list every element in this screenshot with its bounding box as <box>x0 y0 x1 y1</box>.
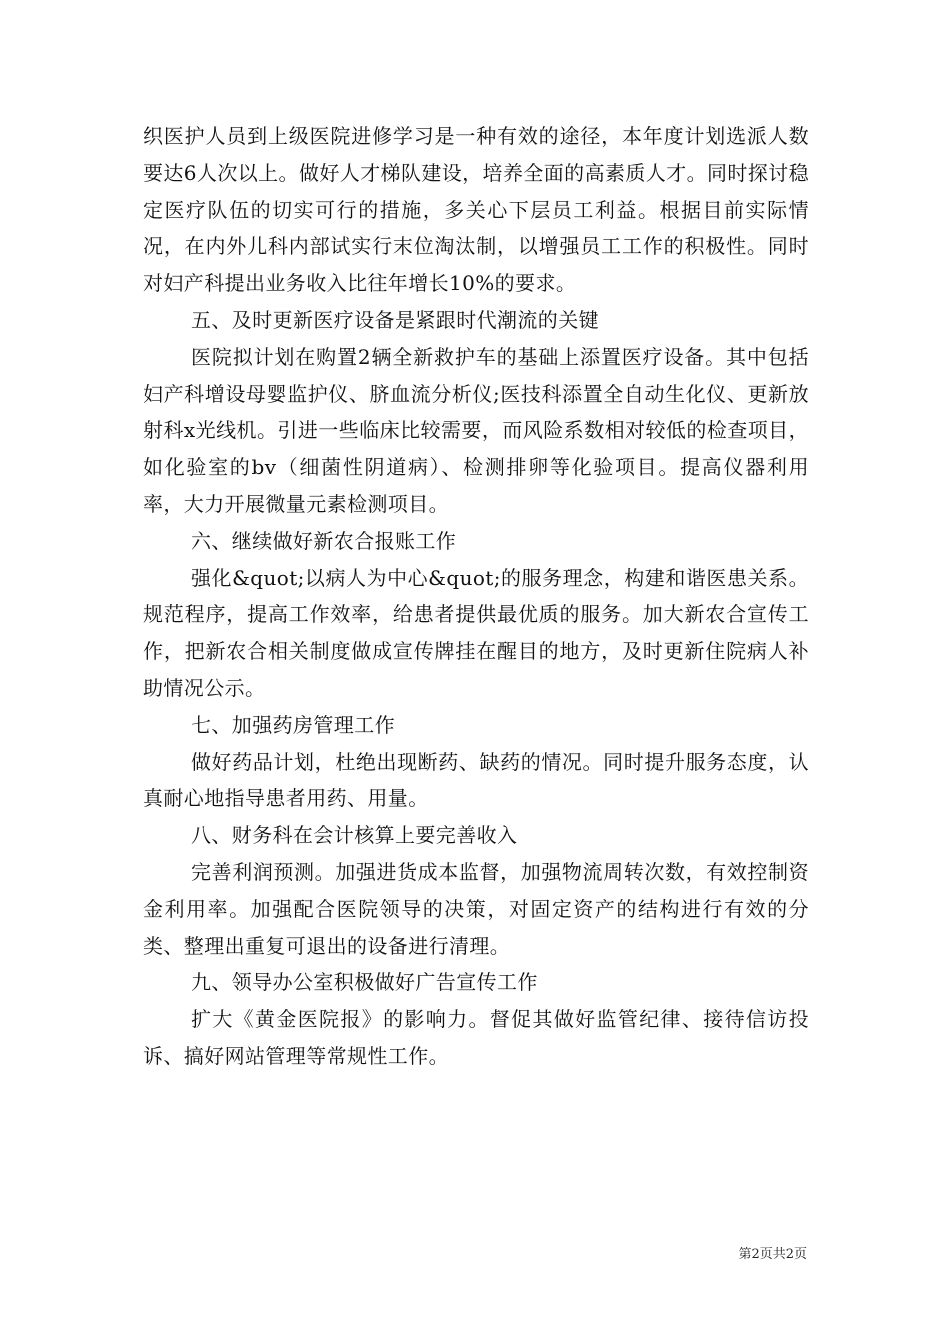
heading-finance: 八、财务科在会计核算上要完善收入 <box>191 823 518 848</box>
paragraph-talent-training: 织医护人员到上级医院进修学习是一种有效的途径，本年度计划选派人数要达6人次以上。做好人才梯队建设，培养全面的高素质人才。同时探讨稳定医疗队伍的切实可行的措施，多关心下层员工利益。根据目前实际情况，在内外儿科内部试实行末位淘汰制，以增强员工工作的积极性。同时对妇产科提出业务收入比往年增长10%的要求。 <box>143 124 809 296</box>
paragraph-finance: 完善利润预测。加强进货成本监督，加强物流周转次数，有效控制资金利用率。加强配合医院领导的决策，对固定资产的结构进行有效的分类、整理出重复可退出的设备进行清理。 <box>143 859 809 958</box>
paragraph-rural-cooperative: 强化&quot;以病人为中心&quot;的服务理念，构建和谐医患关系。规范程序，提高工作效率，给患者提供最优质的服务。加大新农合宣传工作，把新农合相关制度做成宣传牌挂在醒目的地方，及时更新住院病人补助情况公示。 <box>143 565 809 700</box>
paragraph-medical-equipment: 医院拟计划在购置2辆全新救护车的基础上添置医疗设备。其中包括妇产科增设母婴监护仪、脐血流分析仪;医技科添置全自动生化仪、更新放射科x光线机。引进一些临床比较需要，而风险系数相对较低的检查项目，如化验室的bv（细菌性阴道病）、检测排卵等化验项目。提高仪器利用率，大力开展微量元素检测项目。 <box>143 344 809 516</box>
heading-medical-equipment: 五、及时更新医疗设备是紧跟时代潮流的关键 <box>191 307 599 332</box>
document-body <box>143 118 809 1075</box>
paragraph-advertising: 扩大《黄金医院报》的影响力。督促其做好监管纪律、接待信访投诉、搞好网站管理等常规性工作。 <box>143 1007 809 1068</box>
heading-pharmacy: 七、加强药房管理工作 <box>191 712 395 737</box>
paragraph-pharmacy: 做好药品计划，杜绝出现断药、缺药的情况。同时提升服务态度，认真耐心地指导患者用药、用量。 <box>143 749 809 811</box>
heading-advertising: 九、领导办公室积极做好广告宣传工作 <box>191 970 538 995</box>
page-number: 第2页共2页 <box>738 1247 807 1262</box>
heading-rural-cooperative: 六、继续做好新农合报账工作 <box>191 528 457 553</box>
